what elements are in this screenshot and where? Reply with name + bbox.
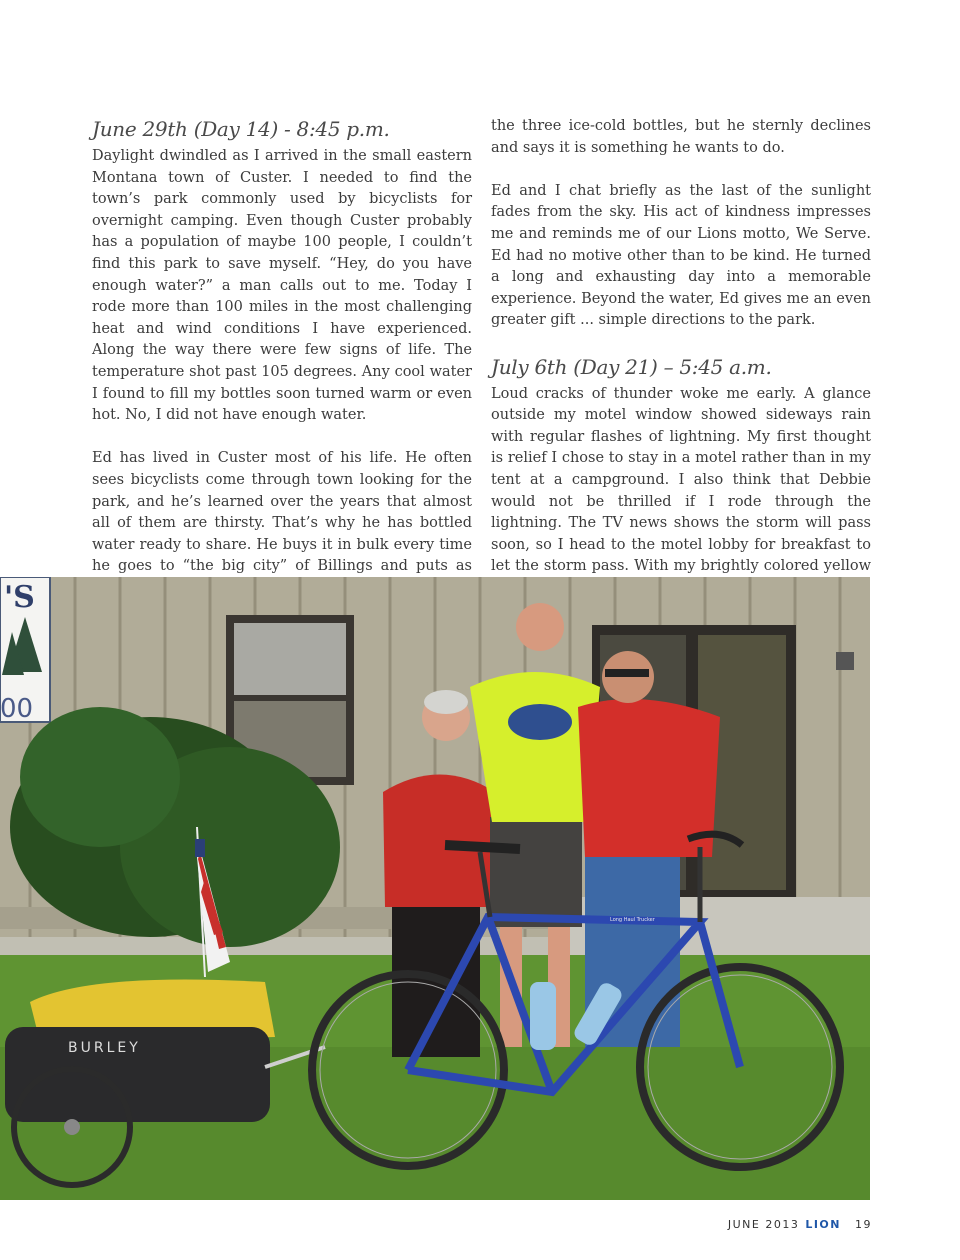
- section-heading-july-6: July 6th (Day 21) – 5:45 a.m.: [491, 354, 772, 379]
- sign-letters-top: 'S: [4, 580, 35, 615]
- bike-decal: Long Haul Trucker: [610, 917, 655, 923]
- magazine-brand: LION: [805, 1218, 841, 1231]
- right-column: [491, 116, 871, 599]
- page-footer: [728, 1218, 872, 1231]
- photo-illustration: [0, 577, 870, 1200]
- page-number: 19: [855, 1218, 872, 1231]
- paragraph: Daylight dwindled as I arrived in the small eastern Montana town of Custer. I needed to find the town’s park commonly used by bicyclists for overnight camping. Even though Custer probably has a population of maybe 100 people, I couldn’t find this park to save myself. “Hey, do you have enough water?” a man calls out to me. Today I rode more than 100 miles in the most challenging heat and wind conditions I have experienced. Along the way there were few signs of life. The temperature shot past 105 degrees. Any cool water I found to fill my bottles soon turned warm or even hot. No, I did not have enough water.: [92, 148, 472, 424]
- trailer-brand: BURLEY: [68, 1040, 141, 1056]
- paragraph: the three ice-cold bottles, but he sternly declines and says it is something he wants to do.: [491, 118, 871, 156]
- section-heading-june-29: June 29th (Day 14) - 8:45 p.m.: [92, 117, 390, 141]
- issue-date: JUNE 2013: [727, 1218, 800, 1231]
- article-photo: [0, 577, 870, 1200]
- paragraph: Loud cracks of thunder woke me early. A glance outside my motel window showed sideways rain with regular flashes of lightning. My first thought is relief I chose to stay in a motel rather than in my tent at a campground. I also think that Debbie would not be thrilled if I rode through the lightning. The TV news shows the storm will pass soon, so I head to the motel lobby for breakfast to let the storm pass. With my brightly colored yellow: [491, 385, 871, 575]
- sign-letters-bottom: 00: [0, 694, 34, 724]
- left-column: [92, 116, 472, 599]
- paragraph: Ed and I chat briefly as the last of the sunlight fades from the sky. His act of kindness impresses me and reminds me of our Lions motto, We Serve. Ed had no motive other than to be kind. He turned a long and exhausting day into a memorable experience. Beyond the water, Ed gives me an even greater gift ... simple directions to the park.: [491, 182, 871, 329]
- town-sign: [0, 577, 50, 724]
- paragraph: Ed has lived in Custer most of his life. He often sees bicyclists come through town looking for the park, and he’s learned over the years that almost all of them are thirsty. That’s why he has bottled water ready to share. He buys it in bulk every time he goes to “the big city” of Billings and puts as: [92, 450, 472, 575]
